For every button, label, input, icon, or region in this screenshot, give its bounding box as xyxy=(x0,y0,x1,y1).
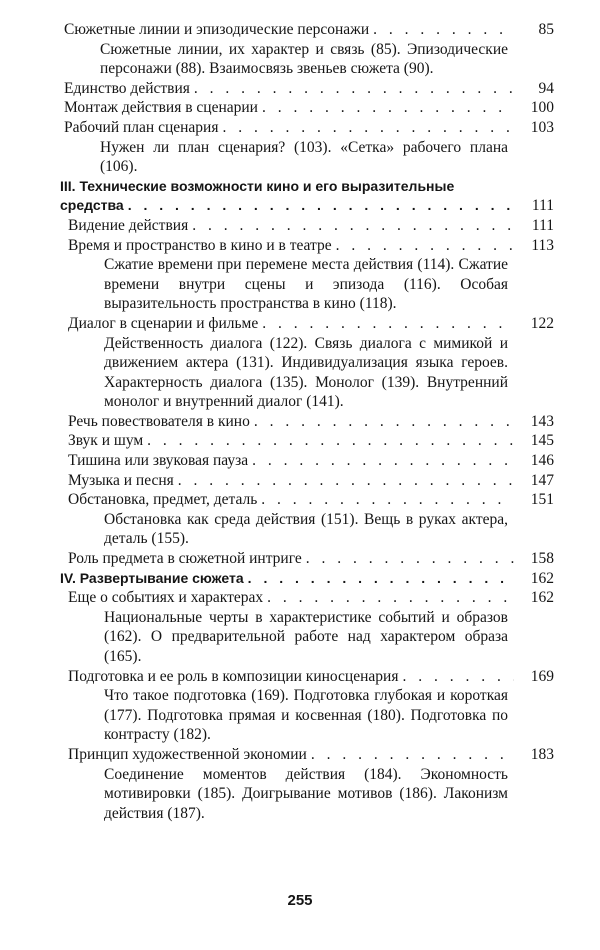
dot-leader xyxy=(262,98,514,118)
entry-description: Сжатие времени при перемене места действия (114). Сжатие времени внутри сцены и эпизода (116). Особая выразительность пространства в кино (118). xyxy=(104,256,508,313)
chapter-3-entries xyxy=(64,216,554,569)
entry-title: Монтаж действия в сценарии xyxy=(64,99,258,117)
toc-line xyxy=(68,451,554,471)
entry-description: Сюжетные линии, их характер и связь (85). Эпизодические персонажи (88). Взаимосвязь звеньев сюжета (90). xyxy=(100,40,508,78)
chapter-page: 111 xyxy=(531,197,554,215)
toc-entry xyxy=(64,20,554,79)
toc-line xyxy=(68,490,554,510)
toc-entry xyxy=(68,667,554,745)
chapter-heading-4 xyxy=(60,569,554,589)
toc-line xyxy=(68,412,554,432)
entry-description: Соединение моментов действия (184). Экономность мотивировки (185). Доигрывание мотивов (186). Лаконизм действия (187). xyxy=(104,765,508,822)
entry-page: 143 xyxy=(530,412,554,430)
entry-page: 103 xyxy=(530,118,554,136)
chapter-title-line-2: средства xyxy=(60,197,124,214)
entry-page: 169 xyxy=(530,667,554,685)
toc-entry xyxy=(68,412,554,432)
dot-leader xyxy=(261,490,514,510)
toc-line xyxy=(68,236,554,256)
dot-leader xyxy=(306,549,514,569)
entry-title: Музыка и песня xyxy=(68,471,174,489)
dot-leader xyxy=(267,588,514,608)
entry-page: 85 xyxy=(538,21,554,38)
entry-description: Действенность диалога (122). Связь диалога с мимикой и движением актера (131). Индивидуализация языка героев. Характерность диалога (135). Монолог (139). Внутренний монолог и внутренний диалог (141). xyxy=(104,334,508,411)
toc-line xyxy=(60,196,554,216)
dot-leader xyxy=(222,118,514,138)
entry-description: Обстановка как среда действия (151). Вещь в руках актера, деталь (155). xyxy=(104,510,508,548)
dot-leader xyxy=(128,196,514,216)
entry-title: Тишина или звуковая пауза xyxy=(68,452,249,470)
toc-entry xyxy=(64,79,554,99)
toc-line xyxy=(64,98,554,118)
entry-page: 122 xyxy=(530,314,554,332)
entry-title: Обстановка, предмет, деталь xyxy=(68,491,258,509)
dot-leader xyxy=(311,745,514,765)
toc-entry xyxy=(68,471,554,491)
toc-entry xyxy=(68,216,554,236)
dot-leader xyxy=(192,216,514,236)
chapter-title-line-1: III. Технические возможности кино и его выразительные xyxy=(60,177,455,194)
toc-entry xyxy=(68,588,554,666)
dot-leader xyxy=(248,569,514,589)
dot-leader xyxy=(254,412,514,432)
toc-line xyxy=(68,431,554,451)
entry-title: Рабочий план сценария xyxy=(64,118,219,136)
toc-line xyxy=(68,745,554,765)
entry-page: 113 xyxy=(531,236,554,254)
chapter-4-entries xyxy=(64,588,554,823)
toc-entry xyxy=(68,745,554,823)
toc-line xyxy=(68,216,554,236)
dot-leader xyxy=(262,314,514,334)
toc-entry xyxy=(68,314,554,412)
toc-entry xyxy=(64,118,554,177)
dot-leader xyxy=(402,667,514,687)
chapter-page: 162 xyxy=(530,569,554,587)
entry-title: Речь повествователя в кино xyxy=(68,412,250,430)
entry-title: Звук и шум xyxy=(68,432,144,450)
toc-entry xyxy=(68,431,554,451)
toc-line xyxy=(68,471,554,491)
chapter-title: IV. Развертывание сюжета xyxy=(60,569,244,586)
dot-leader xyxy=(252,451,514,471)
entry-title: Роль предмета в сюжетной интриге xyxy=(68,550,302,568)
entry-page: 111 xyxy=(531,216,554,234)
toc-line xyxy=(60,569,554,589)
entry-description: Что такое подготовка (169). Подготовка глубокая и короткая (177). Подготовка прямая и косвенная (180). Подготовка по контрасту (182). xyxy=(104,687,508,744)
entry-page: 100 xyxy=(530,99,554,117)
dot-leader xyxy=(373,20,514,40)
toc-entry xyxy=(68,236,554,314)
entry-description: Национальные черты в характеристике событий и образов (162). О предварительной работе над характером образа (165). xyxy=(104,608,508,665)
toc-entry xyxy=(68,490,554,549)
entry-page: 147 xyxy=(530,471,554,489)
dot-leader xyxy=(178,471,514,491)
table-of-contents xyxy=(60,20,554,823)
entry-title: Еще о событиях и характерах xyxy=(68,589,264,607)
entry-title: Диалог в сценарии и фильме xyxy=(68,314,259,332)
dot-leader xyxy=(336,236,514,256)
entry-title: Видение действия xyxy=(68,216,189,234)
entry-page: 158 xyxy=(530,550,554,568)
entry-page: 183 xyxy=(530,745,554,763)
toc-line xyxy=(68,667,554,687)
toc-entry xyxy=(68,549,554,569)
entry-description: Нужен ли план сценария? (103). «Сетка» рабочего плана (106). xyxy=(100,138,508,176)
entry-page: 94 xyxy=(538,79,554,97)
toc-line xyxy=(68,549,554,569)
entry-title: Сюжетные линии и эпизодические персонажи xyxy=(64,21,370,38)
page-number: 255 xyxy=(287,892,313,909)
dot-leader xyxy=(194,79,514,99)
entry-page: 162 xyxy=(530,589,554,607)
entry-title: Время и пространство в кино и в театре xyxy=(68,236,332,254)
toc-line xyxy=(64,20,554,40)
entry-page: 151 xyxy=(530,491,554,509)
entry-title: Подготовка и ее роль в композиции киносценария xyxy=(68,667,399,685)
entry-page: 145 xyxy=(530,432,554,450)
toc-line xyxy=(68,588,554,608)
toc-entry xyxy=(68,451,554,471)
dot-leader xyxy=(147,431,514,451)
entry-page: 146 xyxy=(530,452,554,470)
toc-entry xyxy=(64,98,554,118)
entry-title: Принцип художественной экономии xyxy=(68,745,307,763)
chapter-heading-3 xyxy=(60,177,554,216)
toc-line xyxy=(64,118,554,138)
toc-line xyxy=(64,79,554,99)
toc-line xyxy=(68,314,554,334)
entry-title: Единство действия xyxy=(64,79,190,97)
